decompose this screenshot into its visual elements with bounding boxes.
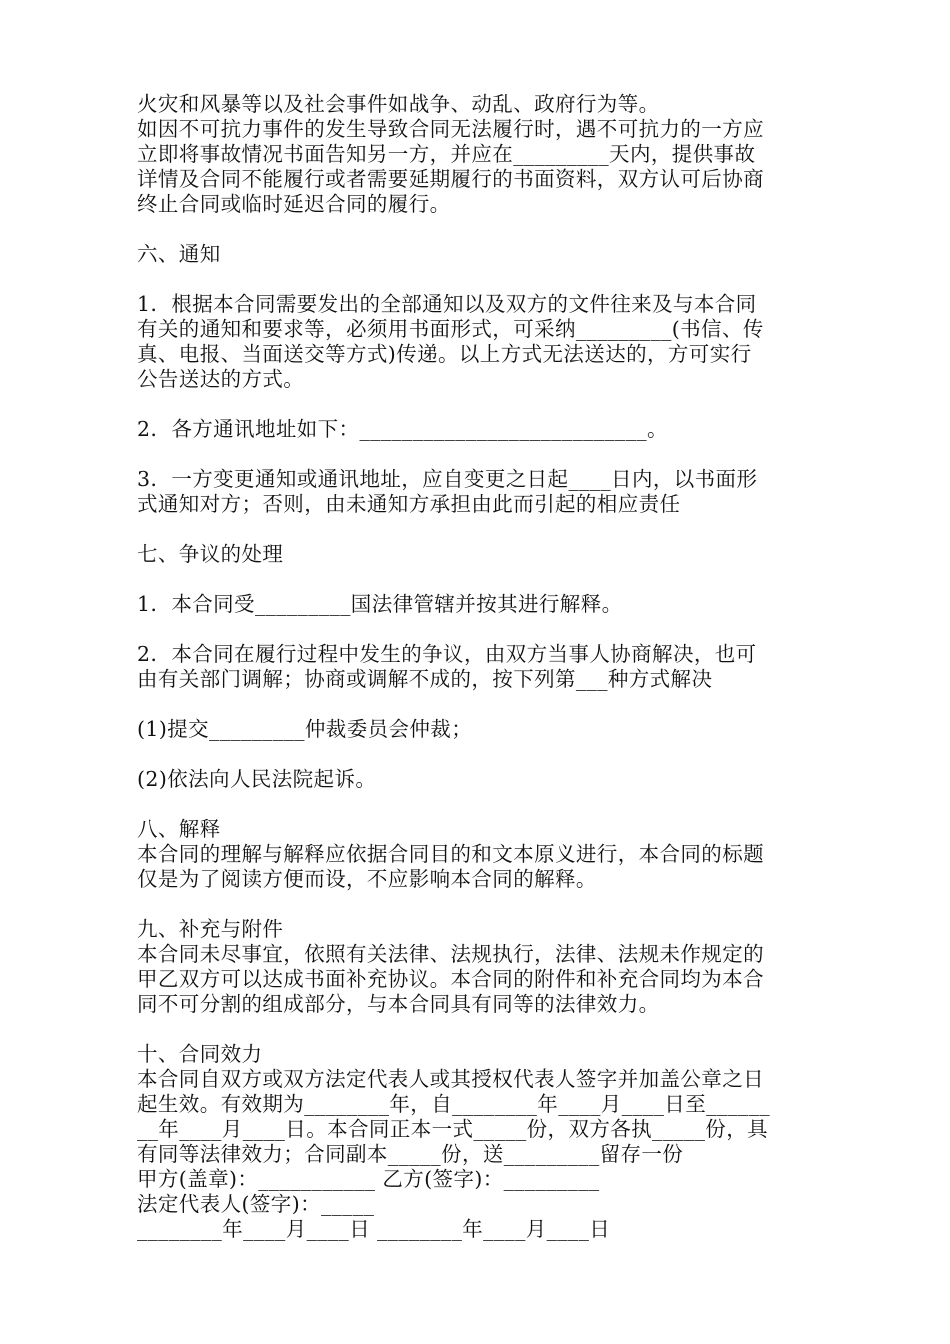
text-line: 立即将事故情况书面告知另一方，并应在_________天内，提供事故 [137, 142, 756, 166]
blank-line [137, 392, 827, 417]
text-line: (2)依法向人民法院起诉。 [137, 767, 377, 791]
text-line: 详情及合同不能履行或者需要延期履行的书面资料，双方认可后协商 [137, 167, 764, 191]
text-line: 火灾和风暴等以及社会事件如战争、动乱、政府行为等。 [137, 92, 660, 116]
signature-line-dates: ________年____月____日 ________年____月____日 [137, 1217, 611, 1241]
text-line: 由有关部门调解；协商或调解不成的，按下列第___种方式解决 [137, 667, 713, 691]
text-line: 本合同未尽事宜，依照有关法律、法规执行，法律、法规未作规定的 [137, 942, 764, 966]
text-line: 式通知对方；否则，由未通知方承担由此而引起的相应责任 [137, 492, 681, 516]
section-heading-dispute: 七、争议的处理 [137, 542, 284, 566]
blank-line [137, 692, 827, 717]
blank-line [137, 892, 827, 917]
text-line: 起生效。有效期为________年，自________年____月____日至______ [137, 1092, 770, 1116]
text-line: 真、电报、当面送交等方式)传递。以上方式无法送达的，方可实行 [137, 342, 752, 366]
text-line: 同不可分割的组成部分，与本合同具有同等的法律效力。 [137, 992, 660, 1016]
text-line: 本合同的理解与解释应依据合同目的和文本原义进行，本合同的标题 [137, 842, 764, 866]
text-line: (1)提交_________仲裁委员会仲裁； [137, 717, 473, 741]
text-line: 1．本合同受_________国法律管辖并按其进行解释。 [137, 592, 623, 616]
document-page [137, 92, 827, 1242]
text-line: 3．一方变更通知或通讯地址，应自变更之日起____日内，以书面形 [137, 467, 758, 491]
blank-line [137, 742, 827, 767]
text-line: 2．各方通讯地址如下：___________________________。 [137, 417, 668, 441]
blank-line [137, 792, 827, 817]
blank-line [137, 567, 827, 592]
blank-line [137, 442, 827, 467]
blank-line [137, 517, 827, 542]
blank-line [137, 1017, 827, 1042]
blank-line [137, 617, 827, 642]
section-heading-interpretation: 八、解释 [137, 817, 221, 841]
blank-line [137, 217, 827, 242]
text-line: 仅是为了阅读方便而设，不应影响本合同的解释。 [137, 867, 597, 891]
text-line: 甲乙双方可以达成书面补充协议。本合同的附件和补充合同均为本合 [137, 967, 764, 991]
section-heading-validity: 十、合同效力 [137, 1042, 263, 1066]
signature-line-parties: 甲方(盖章)：___________ 乙方(签字)：_________ [137, 1167, 600, 1191]
section-heading-supplement: 九、补充与附件 [137, 917, 284, 941]
text-line: 1．根据本合同需要发出的全部通知以及双方的文件往来及与本合同 [137, 292, 757, 316]
signature-line-representative: 法定代表人(签字)：_____ [137, 1192, 375, 1216]
text-line: 本合同自双方或双方法定代表人或其授权代表人签字并加盖公章之日 [137, 1067, 764, 1091]
text-line: 终止合同或临时延迟合同的履行。 [137, 192, 451, 216]
text-line: 有同等法律效力；合同副本_____份，送_________留存一份 [137, 1142, 684, 1166]
text-line: 2．本合同在履行过程中发生的争议，由双方当事人协商解决，也可 [137, 642, 757, 666]
text-line: __年____月____日。本合同正本一式_____份，双方各执_____份，具 [137, 1117, 768, 1141]
section-heading-notice: 六、通知 [137, 242, 221, 266]
text-line: 公告送达的方式。 [137, 367, 305, 391]
blank-line [137, 267, 827, 292]
text-line: 如因不可抗力事件的发生导致合同无法履行时，遇不可抗力的一方应 [137, 117, 764, 141]
text-line: 有关的通知和要求等，必须用书面形式，可采纳_________(书信、传 [137, 317, 764, 341]
